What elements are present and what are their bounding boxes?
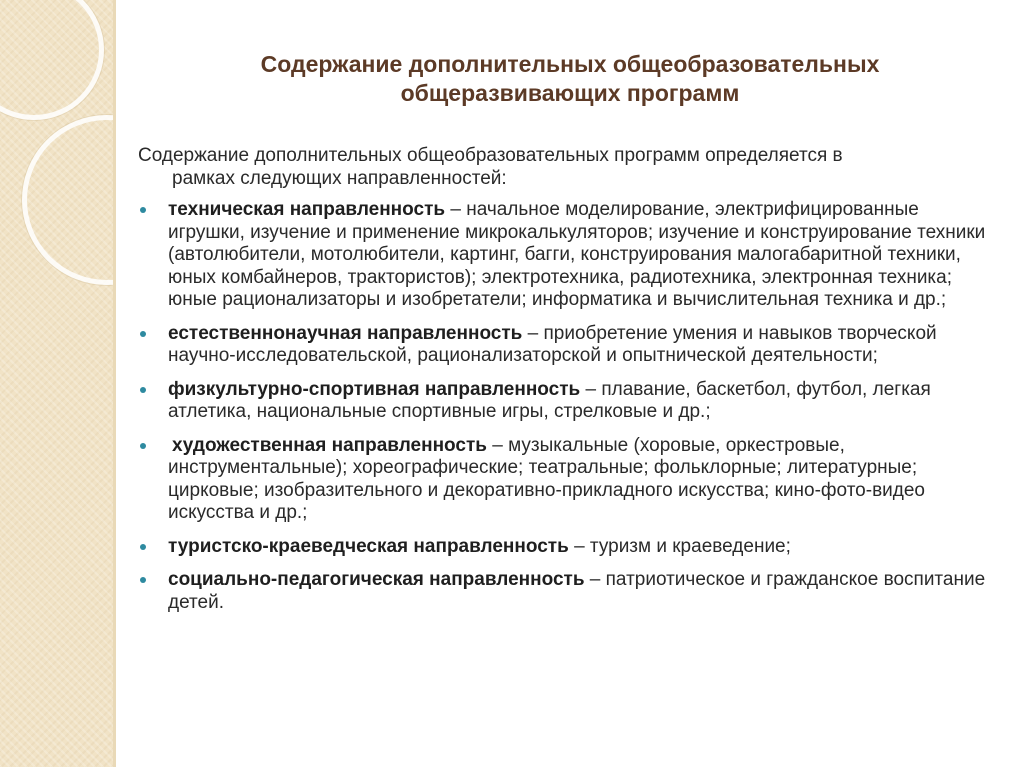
bullet-icon [140,577,146,583]
bullet-icon [140,544,146,550]
direction-name: техническая направленность [168,199,446,220]
slide-title-line-2: общеразвивающих программ [400,80,740,106]
decorative-ring-top [0,0,104,120]
bullet-icon [140,207,146,213]
direction-name: художественная направленность [172,434,487,456]
slide-title-line-1: Содержание дополнительных общеобразовательных [260,51,880,77]
list-item-natural-science [138,323,998,368]
direction-description: – патриотическое и гражданское воспитание детей. [168,569,986,613]
decorative-ring-middle [22,115,116,285]
list-item-technical [138,199,998,312]
direction-description: – туризм и краеведение; [568,535,791,557]
direction-name: социально-педагогическая направленность [168,569,585,590]
intro-line-2: рамках следующих направленностей: [172,167,507,189]
slide-body [138,145,998,625]
direction-name: туристско-краеведческая направленность [168,535,569,557]
slide-title [150,50,990,108]
directions-list [138,199,998,614]
bullet-icon [140,443,146,449]
intro-line-1: Содержание дополнительных общеобразовательных программ определяется в [138,145,843,166]
direction-description: – плавание, баскетбол, футбол, легкая атлетика, национальные спортивные игры, стрелковые и др.; [168,378,931,422]
direction-name: естественнонаучная направленность [168,322,523,344]
direction-description: – начальное моделирование, электрифицированные игрушки, изучение и применение микрокалькуляторов; изучение и конструирование техники (автолюбители, мотолюбители, картинг, багги, конструирования малогабаритной техники, юных комбайнеров, трактористов); электротехника, радиотехника, электронная техника; юные рационализаторы и изобретатели; информатика и вычислительная техника и др.; [168,199,986,310]
bullet-icon [140,331,146,337]
list-item-tourism [138,536,998,559]
list-item-art [138,435,998,525]
decorative-side-panel [0,0,116,767]
bullet-icon [140,387,146,393]
direction-description: – музыкальные (хоровые, оркестровые, инструментальные); хореографические; театральные; фольклорные; литературные; цирковые; изобразительного и декоративно-прикладного искусства; кино-фото-видео искусства и др.; [168,434,926,523]
intro-paragraph [138,145,998,190]
direction-name: физкультурно-спортивная направленность [168,378,581,400]
direction-description: – приобретение умения и навыков творческой научно-исследовательской, рационализаторской и опытнической деятельности; [168,322,937,366]
list-item-sports [138,379,998,424]
list-item-social-pedagogical [138,569,998,614]
